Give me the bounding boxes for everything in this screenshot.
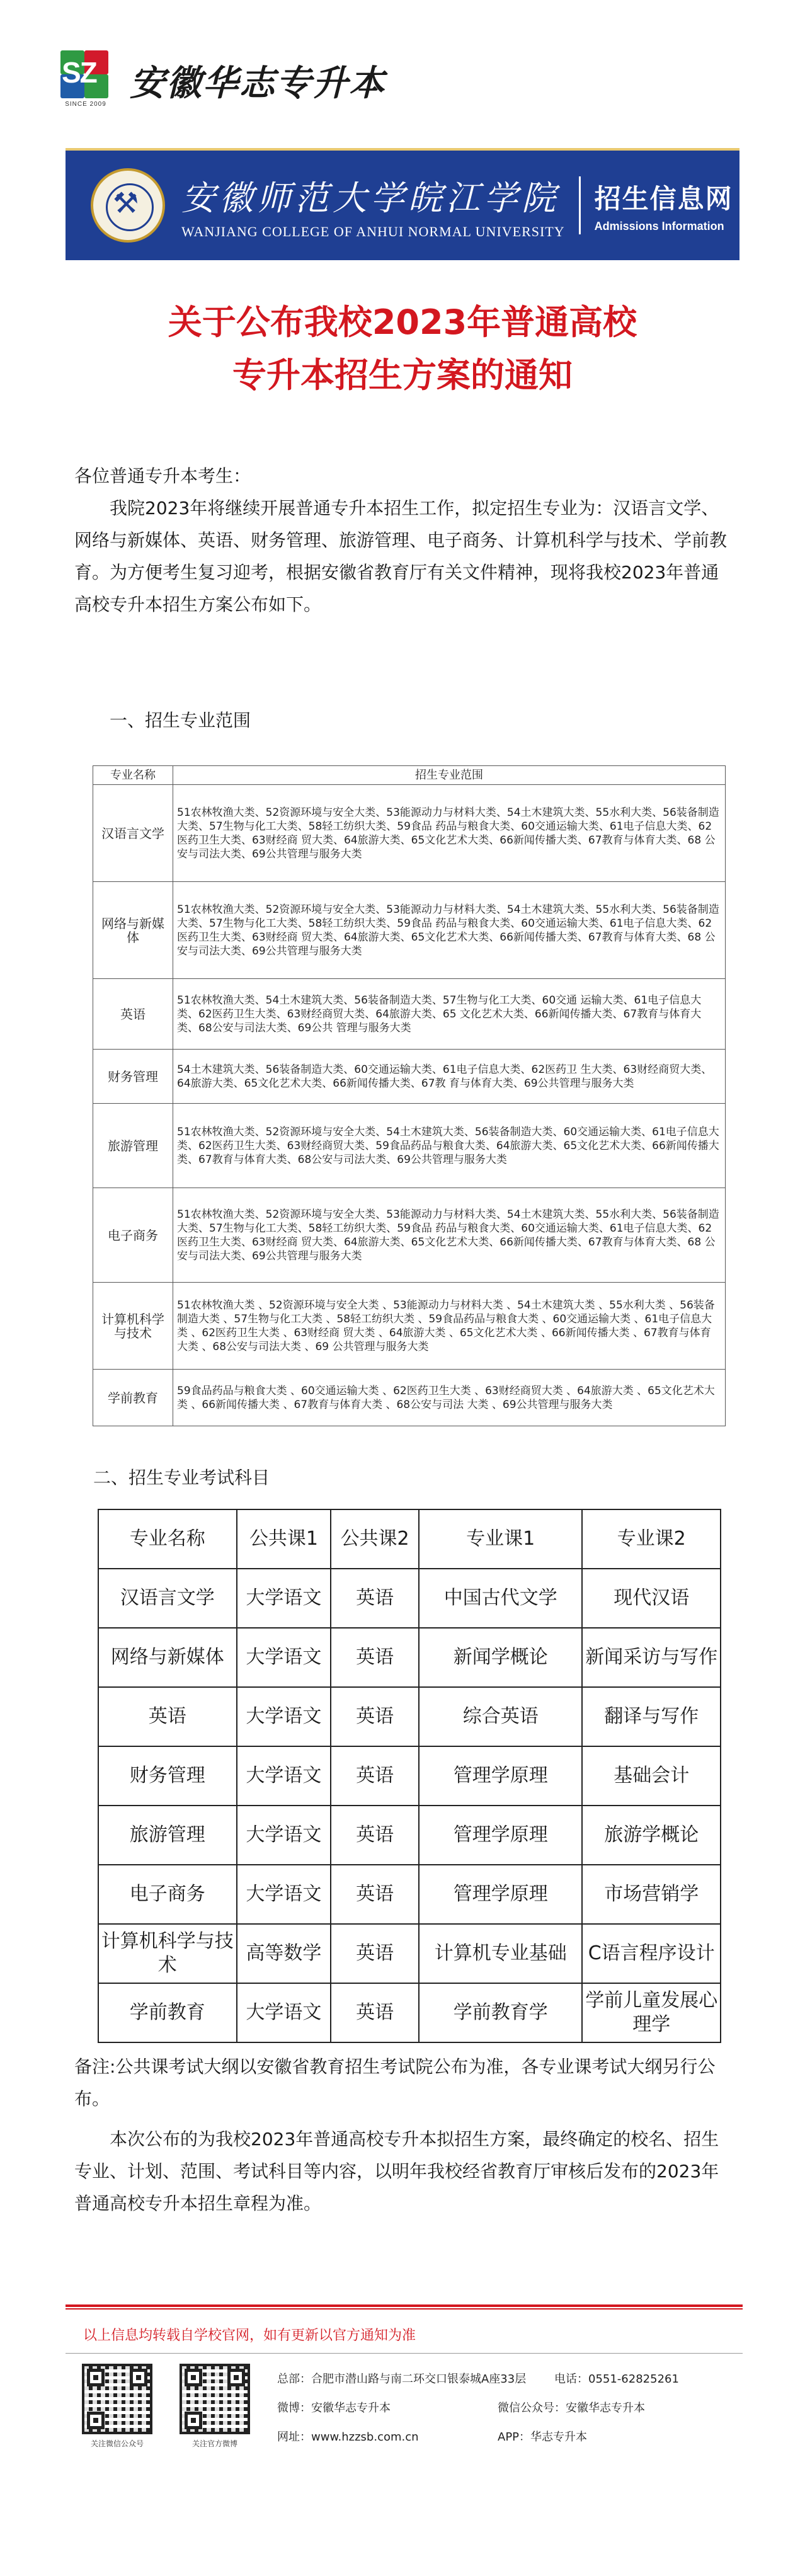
footer-divider [66, 2353, 743, 2354]
table-row [98, 1569, 721, 1628]
exam-cell: 高等数学 [237, 1924, 331, 1983]
exam-header: 公共课1 [237, 1509, 331, 1569]
exam-cell: 管理学原理 [419, 1746, 582, 1806]
qr-caption-wechat: 关注微信公众号 [90, 2439, 144, 2448]
scope-range: 54土木建筑大类、56装备制造大类、60交通运输大类、61电子信息大类、62医药卫 生大类、63财经商贸大类、64旅游大类、65文化艺术大类、66新闻传播大类、67教 育与体育大类、69公共管理与服务大类 [173, 1050, 726, 1104]
scope-header-range: 招生专业范围 [173, 766, 726, 785]
exam-cell: 计算机科学与技术 [98, 1924, 237, 1983]
exam-header: 公共课2 [331, 1509, 419, 1569]
exam-cell: 英语 [331, 1924, 419, 1983]
school-banner [66, 148, 739, 260]
brand-logo-letters: SZ [62, 56, 96, 89]
footer-website[interactable]: 网址：www.hzzsb.com.cn [277, 2430, 419, 2444]
exam-cell: 英语 [331, 1983, 419, 2042]
exam-cell: 基础会计 [582, 1746, 721, 1806]
brand-logo [58, 50, 113, 110]
exam-cell: 英语 [331, 1806, 419, 1865]
table-row [93, 1104, 726, 1188]
closing-paragraph: 本次公布的为我校2023年普通高校专升本拟招生方案，最终确定的校名、招生专业、计划、范围、考试科目等内容，以明年我校经省教育厅审核后发布的2023年普通高校专升本招生章程为准。 [74, 2129, 719, 2214]
note-paragraph: 备注:公共课考试大纲以安徽省教育招生考试院公布为准，各专业课考试大纲另行公布。 [74, 2056, 716, 2109]
exam-cell: 学前儿童发展心理学 [582, 1983, 721, 2042]
exam-cell: 英语 [331, 1569, 419, 1628]
exam-header: 专业课2 [582, 1509, 721, 1569]
table-row [93, 785, 726, 882]
notice-title [0, 296, 805, 402]
exam-cell: 大学语文 [237, 1687, 331, 1746]
salutation: 各位普通专升本考生： [74, 466, 251, 486]
table-row [98, 1628, 721, 1687]
banner-section-en: Admissions Information [594, 219, 724, 232]
scope-major: 旅游管理 [93, 1104, 173, 1188]
exam-cell: 英语 [331, 1746, 419, 1806]
exam-cell: 管理学原理 [419, 1865, 582, 1924]
table-row [93, 1283, 726, 1370]
exam-cell: 旅游学概论 [582, 1806, 721, 1865]
scope-range: 51农林牧渔大类、54土木建筑大类、56装备制造大类、57生物与化工大类、60交通 运输大类、61电子信息大类、62医药卫生大类、63财经商贸大类、64旅游大类、65 文化艺术大类、66新闻传播大类、67教育与体育大类、68公安与司法大类、69公共 管理与服务大类 [173, 979, 726, 1050]
exam-cell: 大学语文 [237, 1865, 331, 1924]
scope-major: 网络与新媒体 [93, 882, 173, 979]
exam-cell: 英语 [331, 1687, 419, 1746]
footer-weibo: 微博：安徽华志专升本 [277, 2401, 391, 2415]
exam-cell: 翻译与写作 [582, 1687, 721, 1746]
exam-table-header [98, 1509, 721, 1569]
intro-paragraph: 我院2023年将继续开展普通专升本招生工作，拟定招生专业为：汉语言文学、网络与新媒体、英语、财务管理、旅游管理、电子商务、计算机科学与技术、学前教育。为方便考生复习迎考，根据安徽省教育厅有关文件精神，现将我校2023年普通高校专升本招生方案公布如下。 [74, 498, 728, 615]
exam-cell: 大学语文 [237, 1569, 331, 1628]
table-row [98, 1746, 721, 1806]
scope-header-major: 专业名称 [93, 766, 173, 785]
scope-range: 59食品药品与粮食大类 、60交通运输大类 、62医药卫生大类 、63财经商贸大类 、64旅游大类 、65文化艺术大类 、66新闻传播大类 、67教育与体育大类 、68公安与司法 大类 、69公共管理与服务大类 [173, 1370, 726, 1426]
exam-cell: 现代汉语 [582, 1569, 721, 1628]
exam-cell: 电子商务 [98, 1865, 237, 1924]
exam-cell: 财务管理 [98, 1746, 237, 1806]
exam-cell: 英语 [331, 1628, 419, 1687]
brand-title: 安徽华志专升本 [130, 62, 385, 104]
exam-cell: 大学语文 [237, 1746, 331, 1806]
exam-cell: 英语 [331, 1865, 419, 1924]
exam-cell: 计算机专业基础 [419, 1924, 582, 1983]
table-row [93, 1050, 726, 1104]
footer-app: APP：华志专升本 [498, 2430, 588, 2444]
exam-cell: 大学语文 [237, 1806, 331, 1865]
notice-title-line2: 专升本招生方案的通知 [232, 355, 573, 395]
exam-cell: 管理学原理 [419, 1806, 582, 1865]
exam-cell: 新闻学概论 [419, 1628, 582, 1687]
exam-cell: 学前教育学 [419, 1983, 582, 2042]
banner-section-cn: 招生信息网 [594, 183, 733, 214]
exam-cell: C语言程序设计 [582, 1924, 721, 1983]
section-heading-exam: 二、招生专业考试科目 [93, 1467, 270, 1488]
table-row [93, 1188, 726, 1283]
exam-cell: 大学语文 [237, 1628, 331, 1687]
scope-major: 财务管理 [93, 1050, 173, 1104]
scope-major: 汉语言文学 [93, 785, 173, 882]
exam-cell: 综合英语 [419, 1687, 582, 1746]
exam-header: 专业名称 [98, 1509, 237, 1569]
exam-cell: 大学语文 [237, 1983, 331, 2042]
scope-range: 51农林牧渔大类、52资源环境与安全大类、53能源动力与材料大类、54土木建筑大类、55水利大类、56装备制造大类、57生物与化工大类、58轻工纺织大类、59食品 药品与粮食大类、60交通运输大类、61电子信息大类、62医药卫生大类、63财经商 贸大类、64旅游大类、65文化艺术大类、66新闻传播大类、67教育与体育大类、68 公安与司法大类、69公共管理与服务大类 [173, 785, 726, 882]
scope-table-header [93, 766, 726, 785]
table-row [93, 979, 726, 1050]
qr-caption-weibo: 关注官方微博 [191, 2439, 237, 2448]
scope-range: 51农林牧渔大类、52资源环境与安全大类、53能源动力与材料大类、54土木建筑大类、55水利大类、56装备制造大类、57生物与化工大类、58轻工纺织大类、59食品 药品与粮食大类、60交通运输大类、61电子信息大类、62医药卫生大类、63财经商 贸大类、64旅游大类、65文化艺术大类、66新闻传播大类、67教育与体育大类、68 公安与司法大类、69公共管理与服务大类 [173, 882, 726, 979]
exam-cell: 旅游管理 [98, 1806, 237, 1865]
exam-table [98, 1509, 721, 2043]
brand-since: SINCE 2009 [65, 101, 106, 108]
footer-divider [66, 2308, 743, 2310]
scope-major: 学前教育 [93, 1370, 173, 1426]
notice-title-line1: 关于公布我校2023年普通高校 [168, 302, 637, 342]
exam-cell: 学前教育 [98, 1983, 237, 2042]
table-row [98, 1983, 721, 2042]
footer-address: 总部：合肥市潜山路与南二环交口银泰城A座33层 [277, 2373, 527, 2386]
section-heading-scope: 一、招生专业范围 [110, 710, 251, 731]
table-row [93, 1370, 726, 1426]
exam-cell: 英语 [98, 1687, 237, 1746]
scope-range: 51农林牧渔大类、52资源环境与安全大类、54土木建筑大类、56装备制造大类、60交通运输大类、61电子信息大类、62医药卫生大类、63财经商贸大类、59食品药品与粮食大类、64旅游大类、65文化艺术大类、66新闻传播大类、67教育与体育大类、68公安与司法大类、69公共管理与服务大类 [173, 1104, 726, 1188]
footer-wechat: 微信公众号：安徽华志专升本 [498, 2401, 645, 2415]
scope-table [93, 765, 726, 1426]
school-emblem-icon [91, 168, 165, 243]
scope-range: 51农林牧渔大类、52资源环境与安全大类、53能源动力与材料大类、54土木建筑大类、55水利大类、56装备制造大类、57生物与化工大类、58轻工纺织大类、59食品 药品与粮食大类、60交通运输大类、61电子信息大类、62医药卫生大类、63财经商 贸大类、64旅游大类、65文化艺术大类、66新闻传播大类、67教育与体育大类、68 公安与司法大类、69公共管理与服务大类 [173, 1188, 726, 1283]
exam-header: 专业课1 [419, 1509, 582, 1569]
exam-cell: 中国古代文学 [419, 1569, 582, 1628]
table-row [93, 882, 726, 979]
school-name-en: WANJIANG COLLEGE OF ANHUI NORMAL UNIVERSITY [181, 223, 565, 239]
scope-major: 英语 [93, 979, 173, 1050]
table-row [98, 1924, 721, 1983]
weibo-qr-code-icon[interactable] [180, 2364, 250, 2434]
school-name-cn: 安徽师范大学皖江学院 [181, 178, 559, 218]
exam-cell: 市场营销学 [582, 1865, 721, 1924]
exam-cell: 网络与新媒体 [98, 1628, 237, 1687]
table-row [98, 1865, 721, 1924]
footer-phone: 电话：0551-62825261 [554, 2373, 679, 2386]
exam-cell: 汉语言文学 [98, 1569, 237, 1628]
exam-cell: 新闻采访与写作 [582, 1628, 721, 1687]
table-row [98, 1687, 721, 1746]
footer-divider [66, 2304, 743, 2307]
wechat-qr-code-icon[interactable] [82, 2364, 152, 2434]
footer-disclaimer: 以上信息均转载自学校官网，如有更新以官方通知为准 [83, 2328, 416, 2344]
scope-major: 计算机科学与技术 [93, 1283, 173, 1370]
table-row [98, 1806, 721, 1865]
scope-major: 电子商务 [93, 1188, 173, 1283]
brand-header [58, 50, 385, 110]
banner-divider [579, 176, 581, 234]
scope-range: 51农林牧渔大类 、52资源环境与安全大类 、53能源动力与材料大类 、54土木建筑大类 、55水利大类 、56装备制造大类 、57生物与化工大类 、58轻工纺织大类 、59食品药品与粮食大类 、60交通运输大类 、61电子信息大类 、62医药卫生大类 、63财经商 贸大类 、64旅游大类 、65文化艺术大类 、66新闻传播大类 、67教育与体育大类 、68公安与司法大类 、69 公共管理与服务大类 [173, 1283, 726, 1370]
